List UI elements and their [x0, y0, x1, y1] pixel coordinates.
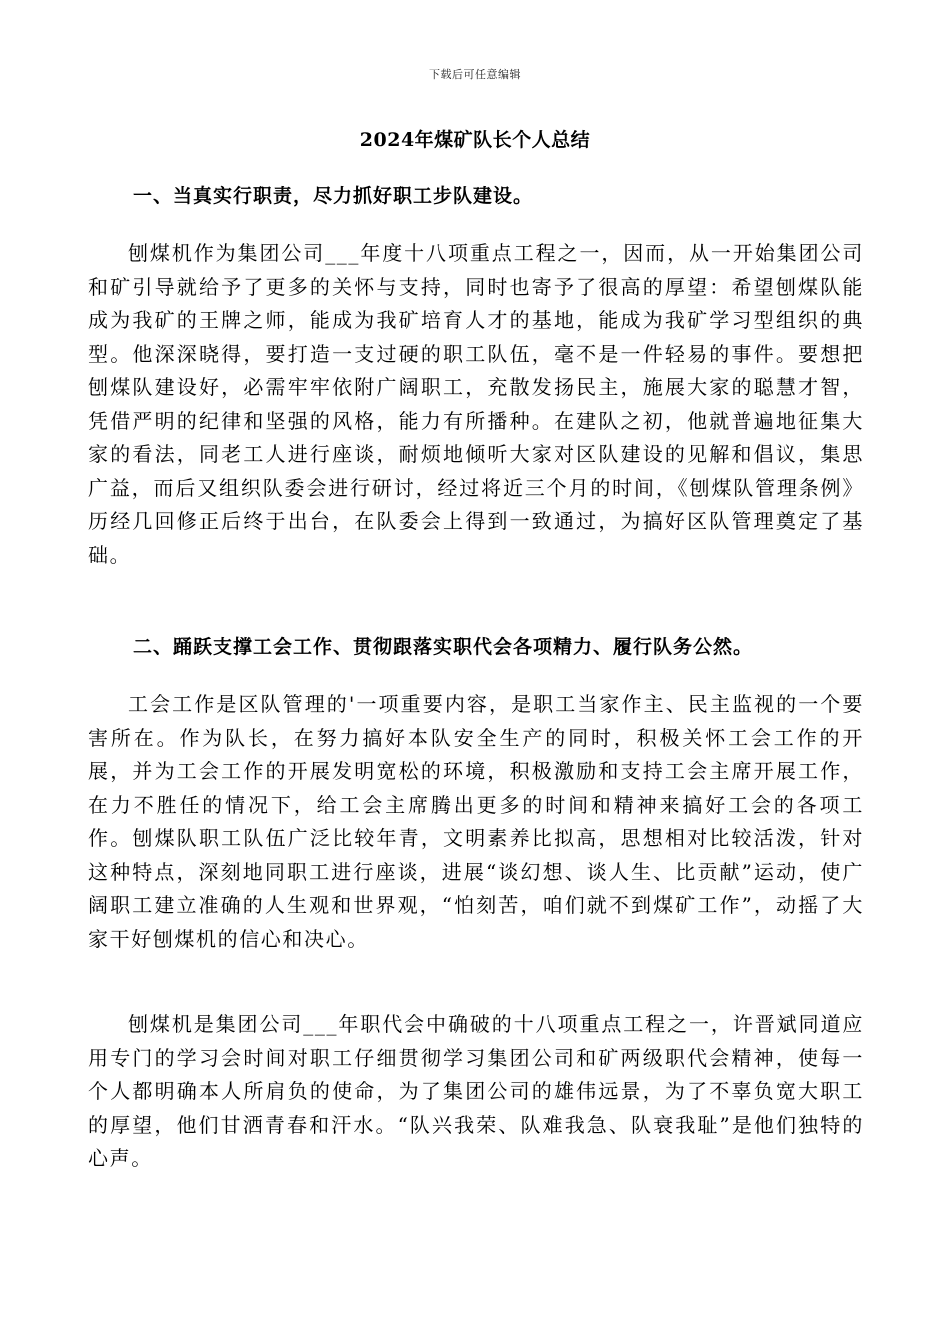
section-2-heading: 二、踊跃支撑工会工作、贯彻跟落实职代会各项精力、履行队务公然。: [133, 636, 754, 658]
section-2-paragraph-2: 刨煤机是集团公司___年职代会中确破的十八项重点工程之一，许晋斌同道应用专门的学习会时间对职工仔细贯彻学习集团公司和矿两级职代会精神，使每一个人都明确本人所肩负的使命，为了集团公司的雄伟远景，为了不辜负宽大职工的厚望，他们甘洒青春和汗水。“队兴我荣、队难我急、队衰我耻”是他们独特的心声。: [88, 1012, 864, 1170]
section-1-paragraph: 刨煤机作为集团公司___年度十八项重点工程之一，因而，从一开始集团公司和矿引导就给予了更多的关怀与支持，同时也寄予了很高的厚望：希望刨煤队能成为我矿的王牌之师，能成为我矿培育人才的基地，能成为我矿学习型组织的典型。他深深晓得，要打造一支过硬的职工队伍，毫不是一件轻易的事件。要想把刨煤队建设好，必需牢牢依附广阔职工，充散发扬民主，施展大家的聪慧才智，凭借严明的纪律和坚强的风格，能力有所播种。在建队之初，他就普遍地征集大家的看法，同老工人进行座谈，耐烦地倾听大家对区队建设的见解和倡议，集思广益，而后又组织队委会进行研讨，经过将近三个月的时间，《刨煤队管理条例》历经几回修正后终于出台，在队委会上得到一致通过，为搞好区队管理奠定了基础。: [88, 241, 864, 567]
header-note: 下载后可任意编辑: [429, 68, 521, 81]
section-2-paragraph-1: 工会工作是区队管理的'一项重要内容，是职工当家作主、民主监视的一个要害所在。作为队长，在努力搞好本队安全生产的同时，积极关怀工会工作的开展，并为工会工作的开展发明宽松的环境，积极激励和支持工会主席开展工作，在力不胜任的情况下，给工会主席腾出更多的时间和精神来搞好工会的各项工作。刨煤队职工队伍广泛比较年青，文明素养比拟高，思想相对比较活泼，针对这种特点，深刻地同职工进行座谈，进展“谈幻想、谈人生、比贡献”运动，使广阔职工建立准确的人生观和世界观，“怕刻苦，咱们就不到煤矿工作”，动摇了大家干好刨煤机的信心和决心。: [88, 692, 864, 951]
document-title: 2024年煤矿队长个人总结: [359, 129, 591, 151]
section-1-heading: 一、当真实行职责，尽力抓好职工步队建设。: [133, 185, 534, 207]
